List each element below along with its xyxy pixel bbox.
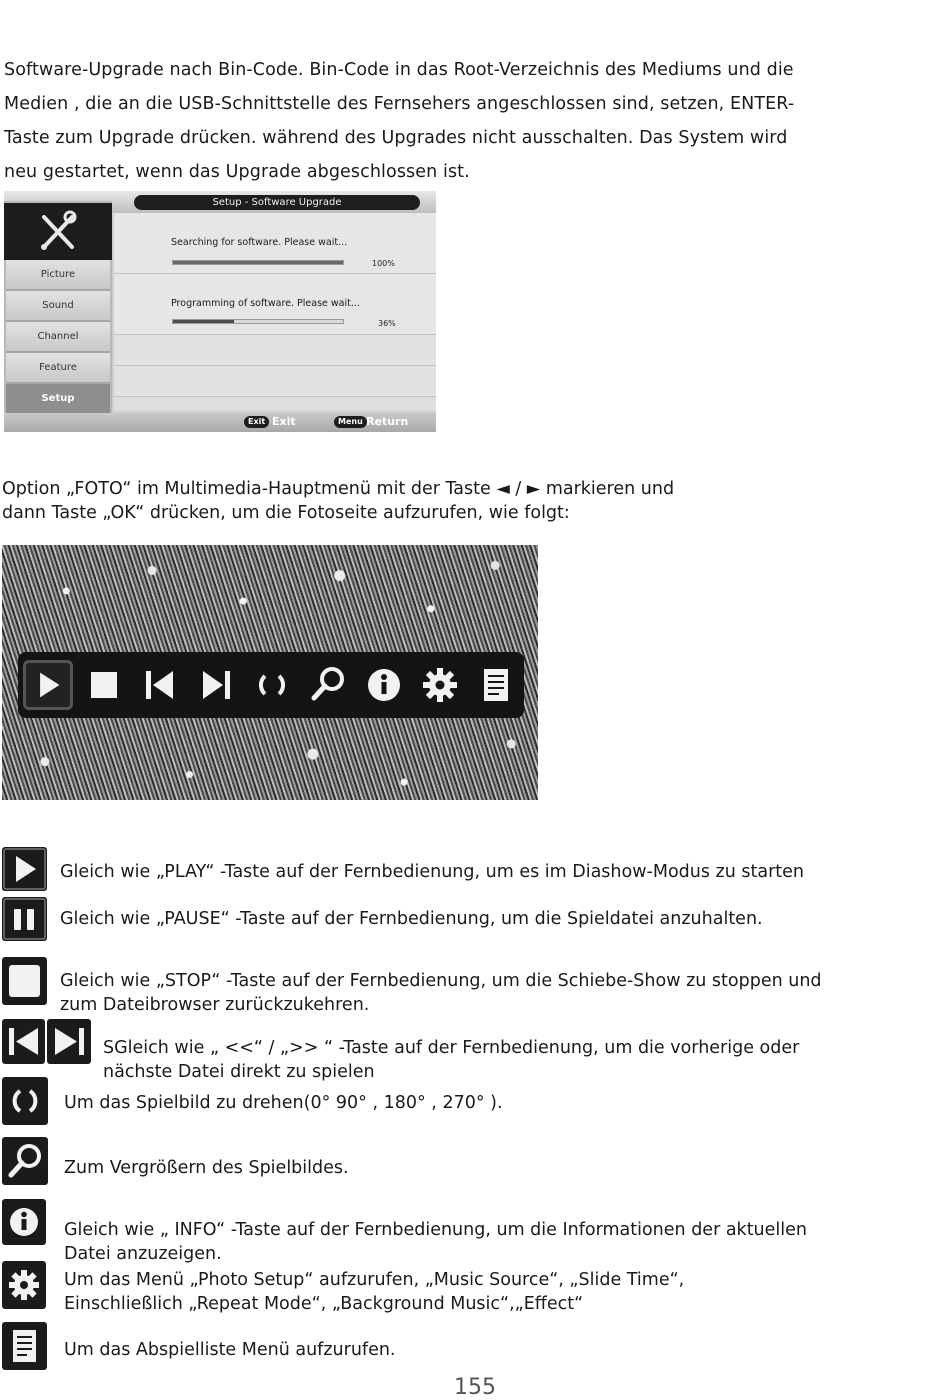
info-icon[interactable] (359, 660, 409, 710)
photo-screenshot (2, 545, 538, 800)
previous-icon[interactable] (135, 660, 185, 710)
programming-text: Programming of software. Please wait... (171, 298, 360, 309)
play-icon[interactable] (23, 660, 73, 710)
legend-stop-text: Gleich wie „STOP“ -Taste auf der Fernbedienung, um die Schiebe-Show zu stoppen und zum Dateibrowser zurückzukehren. (60, 971, 822, 1015)
legend-prevnext-text: SGleich wie „ <<“ / „>> “ -Taste auf der Fernbedienung, um die vorherige oder nächste Datei direkt zu spielen (103, 1038, 800, 1082)
legend-info-text: Gleich wie „ INFO“ -Taste auf der Fernbedienung, um die Informationen der aktuellen Datei anzuzeigen. (64, 1220, 807, 1264)
legend-settings-text: Um das Menü „Photo Setup“ aufzurufen, „Music Source“, „Slide Time“, Einschließlich „Repeat Mode“, „Background Music“,„Effect“ (64, 1270, 685, 1314)
searching-progress-track (172, 260, 344, 265)
photo-intro-line: Option „FOTO“ im Multimedia-Hauptmenü mit der Taste ◄ / ► markieren und (2, 479, 675, 499)
setup-bottom-bar (4, 413, 436, 432)
empty-row (114, 335, 436, 366)
software-upgrade-screenshot (4, 191, 436, 432)
menu-item-setup[interactable]: Setup (6, 384, 110, 415)
legend-play-text: Gleich wie „PLAY“ -Taste auf der Fernbedienung, um es im Diashow-Modus zu starten (60, 862, 804, 882)
empty-row (114, 366, 436, 397)
programming-row (114, 274, 436, 335)
menu-key[interactable]: Menu (334, 416, 367, 428)
return-label: Return (366, 415, 409, 428)
legend-zoom-icon (2, 1137, 48, 1185)
stop-icon[interactable] (79, 660, 129, 710)
settings-icon[interactable] (415, 660, 465, 710)
intro-line: neu gestartet, wenn das Upgrade abgeschlossen ist. (4, 162, 470, 182)
searching-row (114, 213, 436, 274)
zoom-icon[interactable] (303, 660, 353, 710)
menu-item-sound[interactable]: Sound (6, 291, 110, 322)
legend-playlist-text: Um das Abspielliste Menü aufzurufen. (64, 1340, 396, 1360)
menu-item-picture[interactable]: Picture (6, 260, 110, 291)
photo-intro-line: dann Taste „OK“ drücken, um die Fotoseite aufzurufen, wie folgt: (2, 503, 570, 523)
legend-pause-text: Gleich wie „PAUSE“ -Taste auf der Fernbedienung, um die Spieldatei anzuhalten. (60, 909, 763, 929)
intro-line: Taste zum Upgrade drücken. während des Upgrades nicht ausschalten. Das System wird (4, 128, 788, 148)
menu-item-channel[interactable]: Channel (6, 322, 110, 353)
menu-item-feature[interactable]: Feature (6, 353, 110, 384)
legend-rotate-text: Um das Spielbild zu drehen(0° 90° , 180° , 270° ). (64, 1093, 503, 1113)
programming-progress-fill (173, 320, 234, 323)
searching-percent: 100% (372, 259, 395, 268)
searching-progress-fill (173, 261, 343, 264)
legend-playlist-icon (2, 1322, 47, 1370)
legend-zoom-text: Zum Vergrößern des Spielbildes. (64, 1158, 349, 1178)
rotate-icon[interactable] (247, 660, 297, 710)
programming-progress-track (172, 319, 344, 324)
legend-stop-icon (2, 957, 47, 1005)
setup-tools-icon (4, 203, 112, 260)
intro-line: Software-Upgrade nach Bin-Code. Bin-Code in das Root-Verzeichnis des Mediums und die (4, 60, 794, 80)
intro-paragraph (4, 53, 944, 189)
exit-key[interactable]: Exit (244, 416, 269, 428)
intro-line: Medien , die an die USB-Schnittstelle des Fernsehers angeschlossen sind, setzen, ENTER- (4, 94, 795, 114)
photo-toolbar (18, 652, 524, 718)
page-number: 155 (454, 1375, 496, 1400)
setup-title: Setup - Software Upgrade (134, 195, 420, 210)
legend-rotate-icon (2, 1077, 48, 1125)
playlist-icon[interactable] (471, 660, 521, 710)
programming-percent: 36% (378, 319, 396, 328)
legend-settings-icon (2, 1261, 46, 1309)
legend-next-icon (47, 1019, 91, 1064)
next-icon[interactable] (191, 660, 241, 710)
legend-previous-icon (2, 1019, 45, 1064)
upgrade-panel (114, 213, 436, 411)
legend-info-icon (2, 1199, 46, 1245)
searching-text: Searching for software. Please wait... (171, 237, 348, 248)
exit-label: Exit (272, 415, 296, 428)
legend-pause-icon (2, 897, 47, 941)
legend-play-icon (2, 847, 47, 891)
photo-intro (2, 477, 942, 525)
